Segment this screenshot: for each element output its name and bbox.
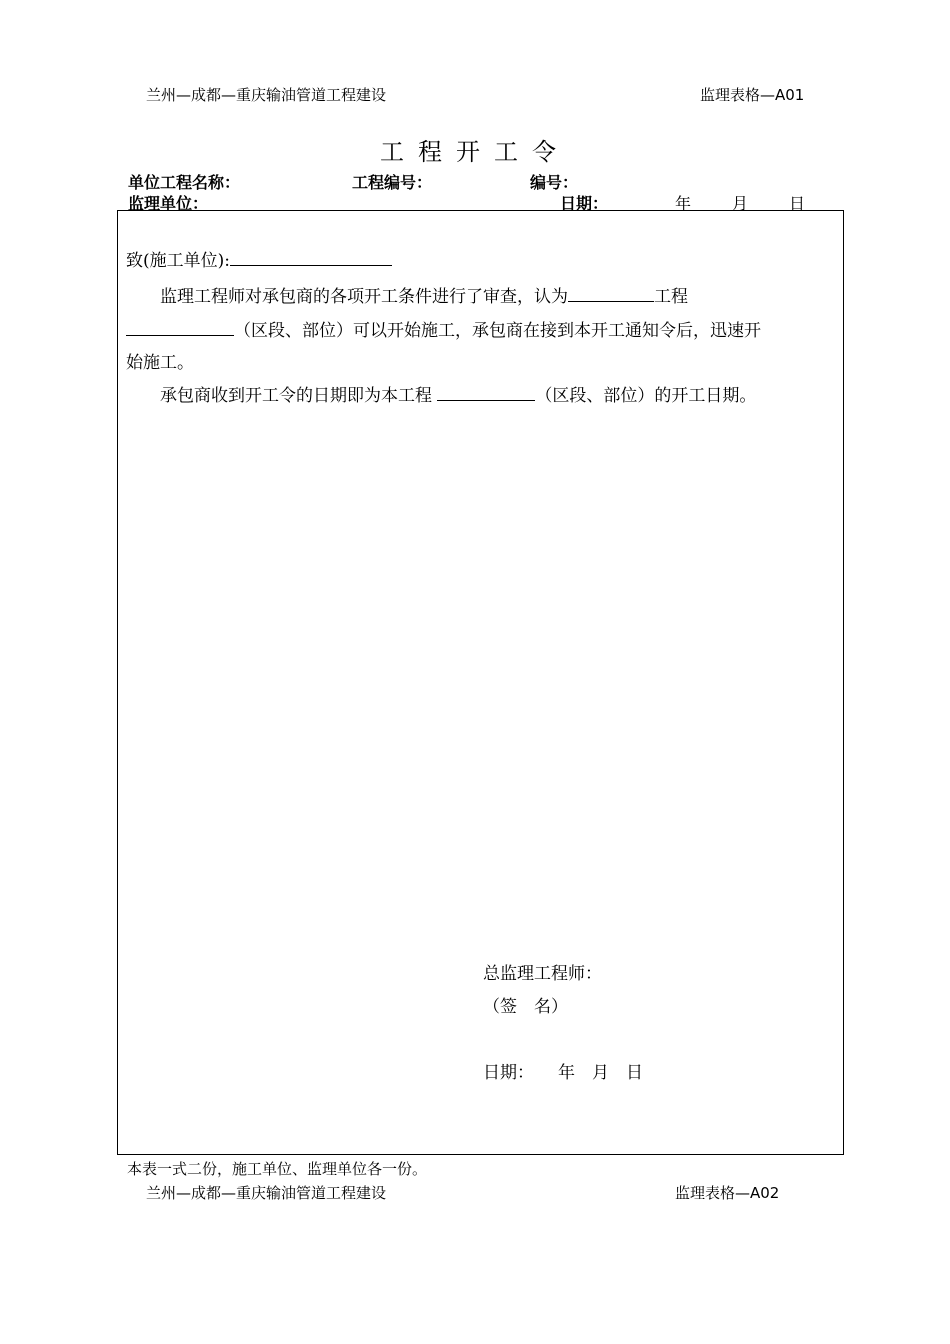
footer-form-code: 监理表格—A02 <box>675 1184 780 1202</box>
para2-text-a: 承包商收到开工令的日期即为本工程 <box>160 386 432 406</box>
signature-date-ymd: 年 月 日 <box>558 1063 643 1083</box>
supervisor-unit-label: 监理单位： <box>128 194 209 213</box>
recipient-line <box>126 246 392 271</box>
serial-no-label: 编号： <box>530 173 579 192</box>
form-body-box <box>117 210 844 1155</box>
para1-text-a: 监理工程师对承包商的各项开工条件进行了审查，认为 <box>160 287 568 307</box>
chief-engineer-label: 总监理工程师： <box>483 964 602 984</box>
header-org: 兰州—成都—重庆输油管道工程建设 <box>146 86 387 104</box>
footer-org: 兰州—成都—重庆输油管道工程建设 <box>146 1184 387 1202</box>
paragraph-2 <box>160 381 756 406</box>
para1-text-d: 始施工。 <box>126 353 194 373</box>
project-no-label: 工程编号： <box>352 173 433 192</box>
paragraph-1-line-1 <box>160 282 688 307</box>
year-label: 年 <box>675 194 692 213</box>
unit-project-name-label: 单位工程名称： <box>128 173 241 192</box>
project-name-blank[interactable] <box>568 283 654 302</box>
section-blank-2[interactable] <box>437 382 535 401</box>
page-title: 工程开工令 <box>380 138 570 166</box>
para1-text-b: 工程 <box>654 287 688 307</box>
day-label: 日 <box>789 194 806 213</box>
footer-note: 本表一式二份，施工单位、监理单位各一份。 <box>127 1160 428 1178</box>
header-form-code: 监理表格—A01 <box>700 86 805 104</box>
para2-text-b: （区段、部位）的开工日期。 <box>535 386 757 406</box>
signature-date-label: 日期： <box>483 1063 534 1083</box>
month-label: 月 <box>732 194 749 213</box>
paragraph-1-line-2 <box>126 316 761 341</box>
sign-label: （签 名） <box>483 997 568 1017</box>
recipient-blank[interactable] <box>230 247 392 266</box>
recipient-label: 致(施工单位): <box>126 251 230 271</box>
date-label: 日期： <box>560 194 609 213</box>
para1-text-c: （区段、部位）可以开始施工，承包商在接到本开工通知令后，迅速开 <box>234 321 761 341</box>
section-blank[interactable] <box>126 317 234 336</box>
